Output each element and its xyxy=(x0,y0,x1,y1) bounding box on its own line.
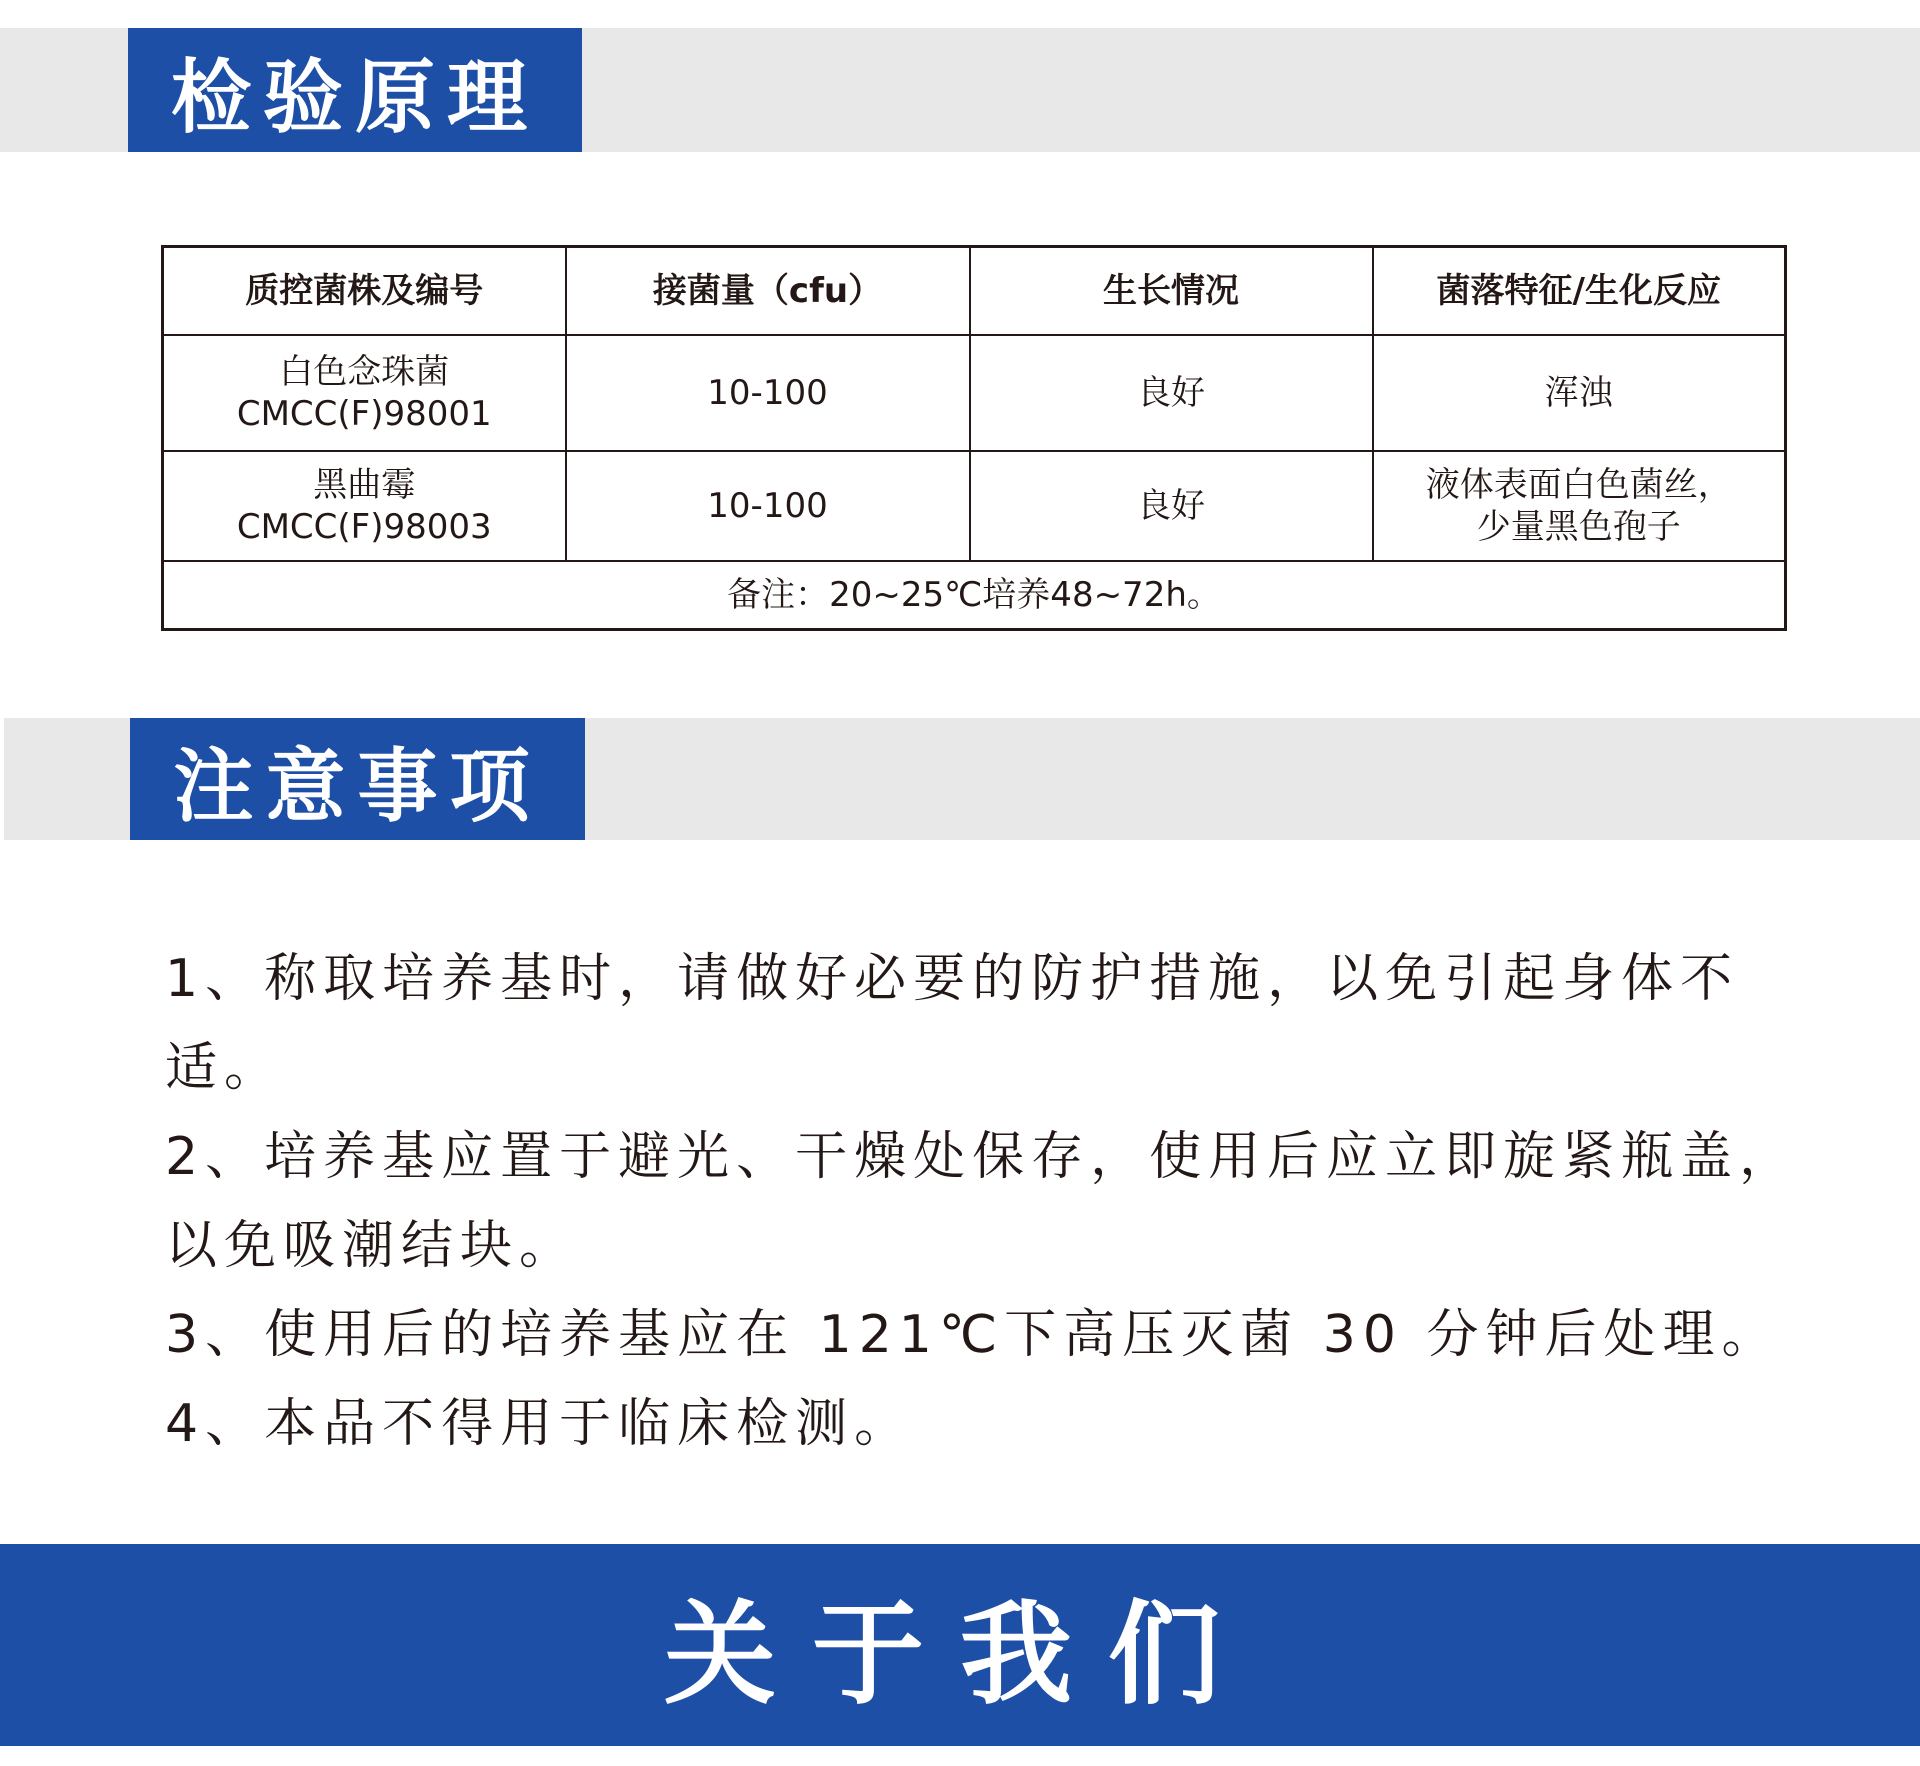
table-header-growth: 生长情况 xyxy=(970,247,1373,336)
section-title-notes xyxy=(130,718,585,840)
table-cell-growth: 良好 xyxy=(970,451,1373,561)
table-header-feature: 菌落特征/生化反应 xyxy=(1373,247,1786,336)
section-title-notes-text: 注意事项 xyxy=(173,739,542,833)
note-item-2: 2、培养基应置于避光、干燥处保存，使用后应立即旋紧瓶盖，以免吸潮结块。 xyxy=(165,1127,1799,1276)
section-title-principle xyxy=(128,28,582,152)
table-row xyxy=(163,451,1786,561)
table-row xyxy=(163,335,1786,451)
table-cell-inoculum: 10-100 xyxy=(566,335,970,451)
section-title-principle-text: 检验原理 xyxy=(171,50,539,144)
feature-line-1: 浑浊 xyxy=(1544,373,1613,413)
table-note: 备注：20~25℃培养48~72h。 xyxy=(163,561,1786,630)
table-cell-strain xyxy=(163,335,566,451)
table-cell-strain xyxy=(163,451,566,561)
table-cell-growth: 良好 xyxy=(970,335,1373,451)
table-header-inoculum: 接菌量（cfu） xyxy=(566,247,970,336)
strain-name: 黑曲霉 xyxy=(313,465,416,505)
note-item-1: 1、称取培养基时，请做好必要的防护措施，以免引起身体不适。 xyxy=(165,949,1740,1098)
table-cell-feature xyxy=(1373,451,1786,561)
notes-list xyxy=(165,935,1805,1469)
table-cell-inoculum: 10-100 xyxy=(566,451,970,561)
feature-line-1: 液体表面白色菌丝， xyxy=(1425,465,1732,505)
note-item-3: 3、使用后的培养基应在 121℃下高压灭菌 30 分钟后处理。 xyxy=(165,1305,1781,1365)
about-us-banner xyxy=(0,1544,1920,1746)
table-header-strain: 质控菌株及编号 xyxy=(163,247,566,336)
strain-name: 白色念珠菌 xyxy=(279,352,450,392)
strain-code: CMCC(F)98001 xyxy=(236,394,492,434)
note-item-4: 4、本品不得用于临床检测。 xyxy=(165,1394,914,1454)
table-header-row xyxy=(163,247,1786,336)
about-us-title: 关于我们 xyxy=(664,1589,1256,1720)
feature-line-2: 少量黑色孢子 xyxy=(1476,507,1681,547)
strain-code: CMCC(F)98003 xyxy=(236,507,492,547)
table-note-row xyxy=(163,561,1786,630)
quality-control-table xyxy=(161,245,1787,631)
table-cell-feature xyxy=(1373,335,1786,451)
